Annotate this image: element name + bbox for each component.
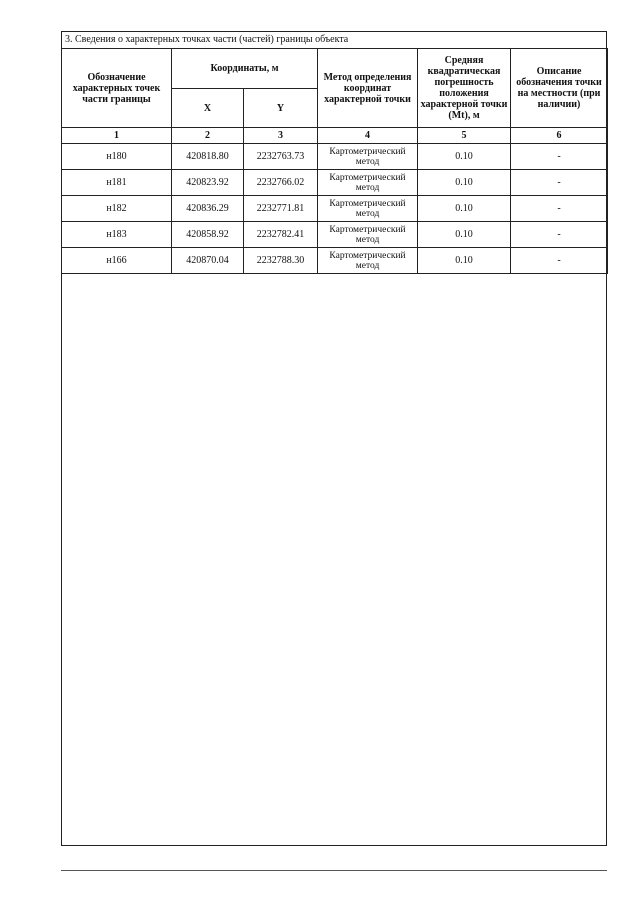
method-text: Картометрический метод bbox=[329, 250, 406, 271]
point-designation: н180 bbox=[62, 144, 172, 170]
mt-value: 0.10 bbox=[418, 248, 511, 274]
mt-value: 0.10 bbox=[418, 144, 511, 170]
description-value: - bbox=[511, 248, 608, 274]
point-designation: н183 bbox=[62, 222, 172, 248]
description-value: - bbox=[511, 196, 608, 222]
method-cell bbox=[318, 196, 418, 222]
description-value: - bbox=[511, 170, 608, 196]
column-number: 3 bbox=[244, 128, 318, 144]
column-number: 6 bbox=[511, 128, 608, 144]
column-number: 5 bbox=[418, 128, 511, 144]
footer-divider bbox=[61, 870, 607, 871]
header-method: Метод определения координат характерной точки bbox=[318, 49, 418, 128]
coordinate-y: 2232766.02 bbox=[244, 170, 318, 196]
boundary-points-table bbox=[61, 48, 608, 274]
description-value: - bbox=[511, 222, 608, 248]
method-cell bbox=[318, 248, 418, 274]
coordinate-y: 2232782.41 bbox=[244, 222, 318, 248]
section-title: 3. Сведения о характерных точках части (частей) границы объекта bbox=[62, 32, 606, 49]
mt-value: 0.10 bbox=[418, 222, 511, 248]
table-row bbox=[62, 196, 608, 222]
table-row bbox=[62, 170, 608, 196]
method-cell bbox=[318, 170, 418, 196]
method-text: Картометрический метод bbox=[329, 146, 406, 167]
coordinate-y: 2232771.81 bbox=[244, 196, 318, 222]
point-designation: н166 bbox=[62, 248, 172, 274]
column-number: 1 bbox=[62, 128, 172, 144]
method-text: Картометрический метод bbox=[329, 198, 406, 219]
header-description: Описание обозначения точки на местности (при наличии) bbox=[511, 49, 608, 128]
header-x: X bbox=[172, 89, 244, 128]
point-designation: н181 bbox=[62, 170, 172, 196]
header-error: Средняя квадратическая погрешность положения характерной точки (Mt), м bbox=[418, 49, 511, 128]
table-row bbox=[62, 248, 608, 274]
method-cell bbox=[318, 144, 418, 170]
description-value: - bbox=[511, 144, 608, 170]
method-text: Картометрический метод bbox=[329, 224, 406, 245]
point-designation: н182 bbox=[62, 196, 172, 222]
coordinate-x: 420836.29 bbox=[172, 196, 244, 222]
document-frame bbox=[61, 31, 607, 846]
method-text: Картометрический метод bbox=[329, 172, 406, 193]
column-number: 2 bbox=[172, 128, 244, 144]
coordinate-x: 420870.04 bbox=[172, 248, 244, 274]
table-row bbox=[62, 222, 608, 248]
header-coordinates: Координаты, м bbox=[172, 49, 318, 89]
header-y: Y bbox=[244, 89, 318, 128]
coordinate-y: 2232788.30 bbox=[244, 248, 318, 274]
table-row bbox=[62, 144, 608, 170]
coordinate-y: 2232763.73 bbox=[244, 144, 318, 170]
coordinate-x: 420823.92 bbox=[172, 170, 244, 196]
mt-value: 0.10 bbox=[418, 196, 511, 222]
mt-value: 0.10 bbox=[418, 170, 511, 196]
header-designation: Обозначение характерных точек части границы bbox=[62, 49, 172, 128]
coordinate-x: 420818.80 bbox=[172, 144, 244, 170]
coordinate-x: 420858.92 bbox=[172, 222, 244, 248]
column-number: 4 bbox=[318, 128, 418, 144]
method-cell bbox=[318, 222, 418, 248]
